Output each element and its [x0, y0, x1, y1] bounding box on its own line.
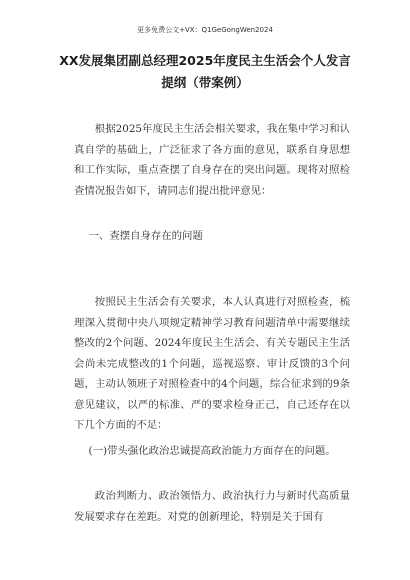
title-line-1: XX发展集团副总经理2025年度民主生活会个人发言 — [59, 53, 351, 68]
document-title — [30, 50, 380, 94]
intro-paragraph-block — [74, 119, 350, 201]
intro-paragraph: 根据2025年度民主生活会相关要求，我在集中学习和认真自学的基础上，广泛征求了各方面的意见，联系自身思想和工作实际，重点查摆了自身存在的突出问题。现将对照检查情况报告如下，请同志们提出批评意见： — [74, 123, 350, 197]
subsection-heading: (一)带头强化政治忠诚提高政治能力方面存在的问题。 — [88, 445, 336, 457]
header-note: 更多免费公文+VX：Q1GeGongWen2024 — [137, 26, 273, 34]
detail-paragraph: 政治判断力、政治领悟力、政治执行力与新时代高质量发展要求存在差距。对党的创新理论，特别是关于国有 — [74, 490, 350, 523]
section-heading: 一、查摆自身存在的问题 — [88, 230, 203, 242]
section-heading-block — [74, 226, 350, 247]
detail-paragraph-block — [74, 486, 350, 527]
title-line-2: 提纲（带案例） — [161, 75, 249, 90]
subsection-heading-block — [74, 441, 350, 462]
findings-paragraph: 按照民主生活会有关要求，本人认真进行对照检查，梳理深入贯彻中央八项规定精神学习教育问题清单中需要继续整改的2个问题、2024年度民主生活会、有关专题民主生活会尚未完成整改的1个问题，巡视巡察、审计反馈的3个问题，主动认领班子对照检查中的4个问题，综合征求到的9条意见建议，以严的标准、严的要求检身正己，自己还存在以下几个方面的不足： — [74, 296, 350, 431]
findings-paragraph-block — [74, 292, 350, 436]
